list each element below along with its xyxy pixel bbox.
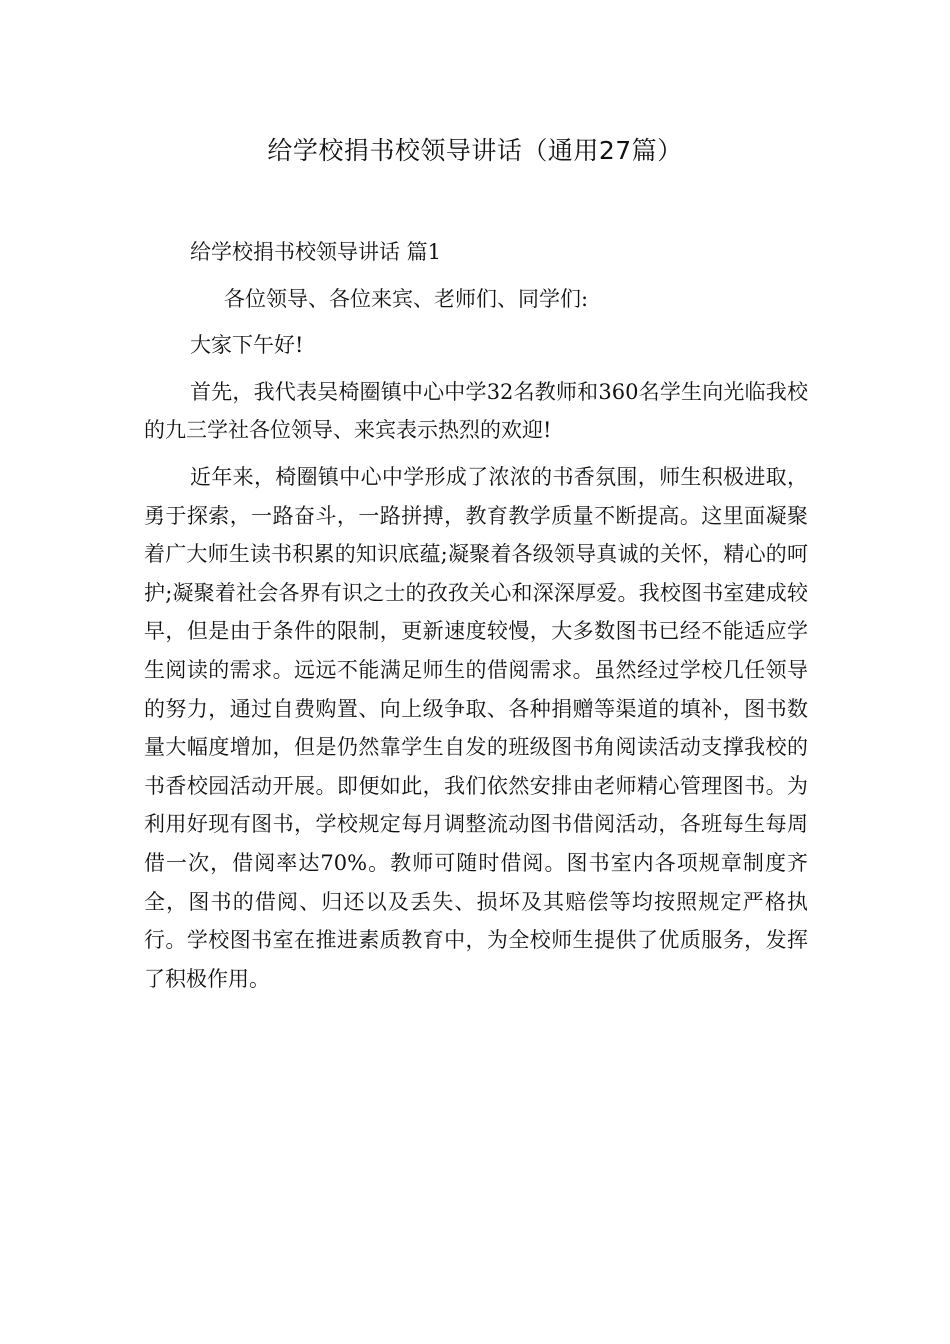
salutation: 各位领导、各位来宾、老师们、同学们: bbox=[224, 286, 589, 311]
greeting: 大家下午好! bbox=[190, 333, 304, 358]
section-heading: 给学校捐书校领导讲话 篇1 bbox=[190, 240, 442, 264]
paragraph-library: 近年来，椅圈镇中心中学形成了浓浓的书香氛围，师生积极进取，勇于探索，一路奋斗，一路拼搏，教育教学质量不断提高。这里面凝聚着广大师生读书积累的知识底蕴;凝聚着各级领导真诚的关怀，精心的呵护;凝聚着社会各界有识之士的孜孜关心和深深厚爱。我校图书室建成较早，但是由于条件的限制，更新速度较慢，大多数图书已经不能适应学生阅读的需求。远远不能满足师生的借阅需求。虽然经过学校几任领导的努力，通过自费购置、向上级争取、各种捐赠等渠道的填补，图书数量大幅度增加，但是仍然靠学生自发的班级图书角阅读活动支撑我校的书香校园活动开展。即便如此，我们依然安排由老师精心管理图书。为利用好现有图书，学校规定每月调整流动图书借阅活动，各班每生每周借一次，借阅率达70%。教师可随时借阅。图书室内各项规章制度齐全，图书的借阅、归还以及丢失、损坏及其赔偿等均按照规定严格执行。学校图书室在推进素质教育中，为全校师生提供了优质服务，发挥了积极作用。 bbox=[144, 464, 808, 991]
document-body bbox=[144, 233, 808, 998]
document-title: 给学校捐书校领导讲话（通用27篇） bbox=[267, 136, 683, 165]
paragraph-welcome: 首先，我代表吴椅圈镇中心中学32名教师和360名学生向光临我校的九三学社各位领导、来宾表示热烈的欢迎! bbox=[144, 379, 808, 443]
